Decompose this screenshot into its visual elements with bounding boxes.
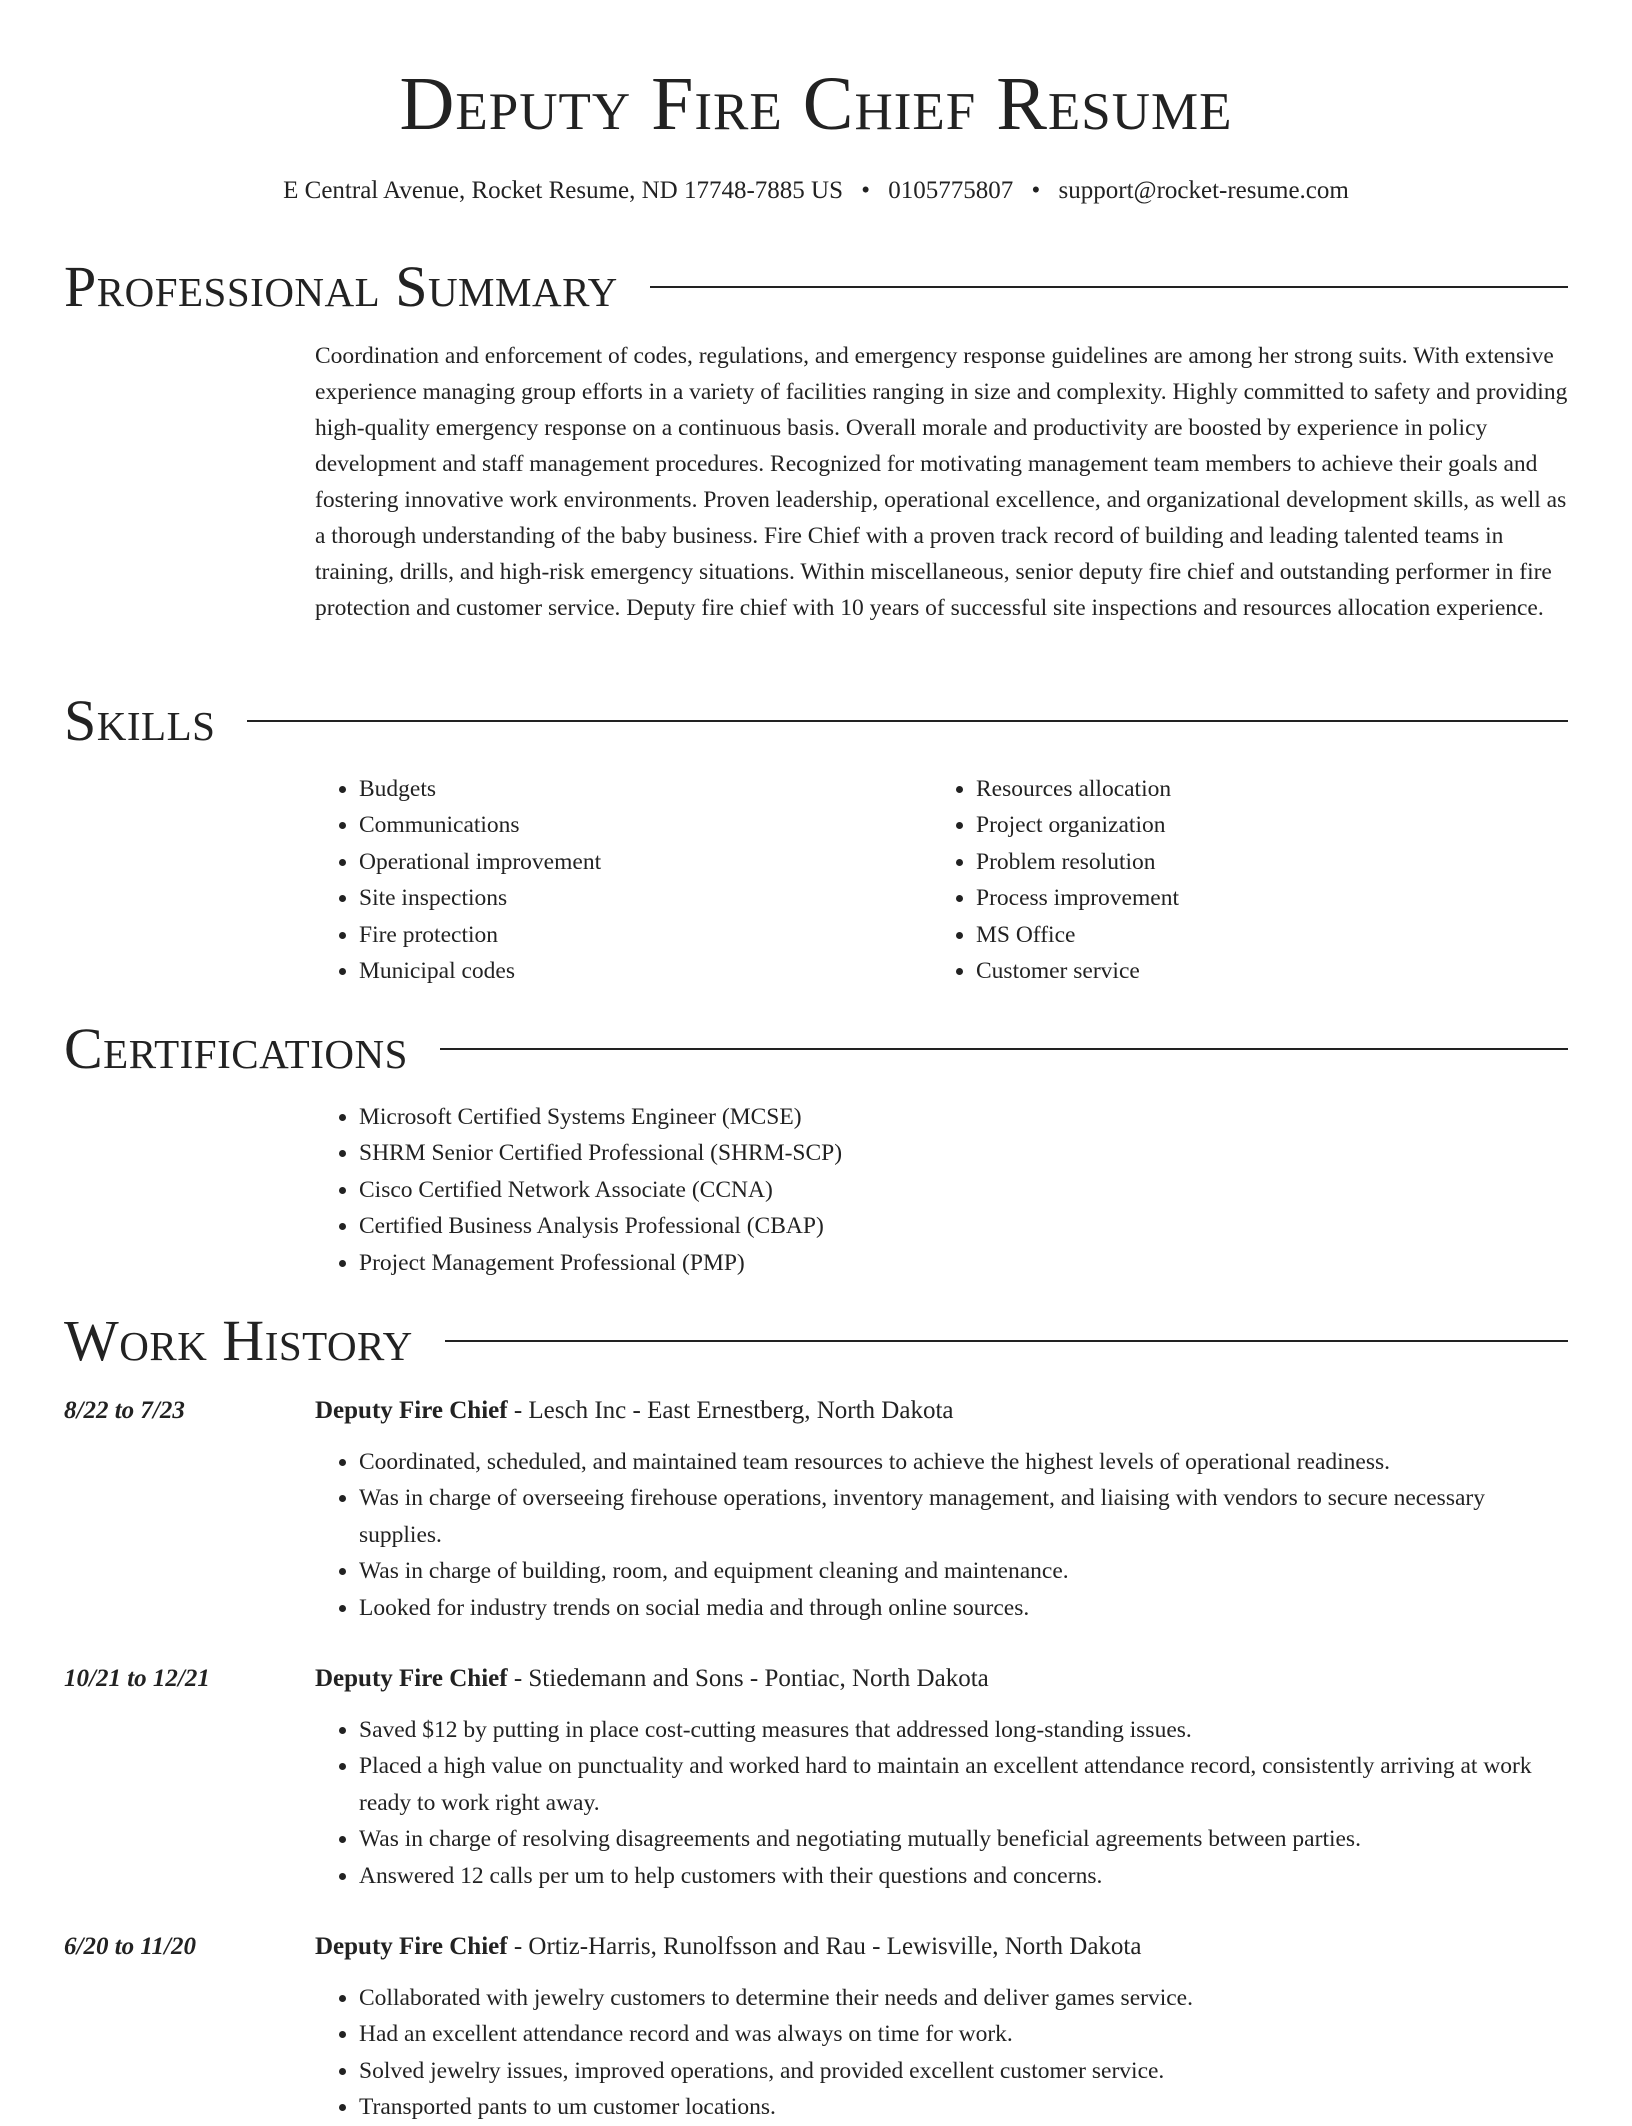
job-bullet: • Answered 12 calls per um to help customers with their questions and concerns. xyxy=(359,1858,1570,1894)
job-title: Deputy Fire Chief xyxy=(315,1665,508,1692)
job-bullet: • Coordinated, scheduled, and maintained team resources to achieve the highest levels of operational readiness. xyxy=(359,1444,1570,1480)
contact-separator: • xyxy=(1031,177,1041,204)
skill-item: • Operational improvement xyxy=(359,844,915,880)
skill-item: • Project organization xyxy=(976,807,1532,843)
job-bullet: • Was in charge of resolving disagreements and negotiating mutually beneficial agreements between parties. xyxy=(359,1821,1570,1857)
job-bullet: • Transported pants to um customer locations. xyxy=(359,2089,1570,2125)
section-divider xyxy=(445,1340,1568,1342)
job-bullet: • Collaborated with jewelry customers to determine their needs and deliver games service. xyxy=(359,1980,1570,2016)
certification-item: • Microsoft Certified Systems Engineer (MCSE) xyxy=(359,1099,1515,1135)
job-title: Deputy Fire Chief xyxy=(315,1933,508,1960)
skill-item: • Site inspections xyxy=(359,880,915,916)
section-certifications-header xyxy=(64,1016,1568,1082)
certification-item: • Cisco Certified Network Associate (CCNA) xyxy=(359,1172,1515,1208)
certification-item: • SHRM Senior Certified Professional (SHRM-SCP) xyxy=(359,1135,1515,1171)
section-divider xyxy=(440,1048,1568,1050)
skill-item: • Process improvement xyxy=(976,880,1532,916)
resume-title: Deputy Fire Chief Resume xyxy=(399,62,1233,146)
section-skills-header xyxy=(64,688,1568,754)
job-bullets xyxy=(315,1444,1570,1626)
job-bullet: • Placed a high value on punctuality and worked hard to maintain an excellent attendance record, consistently arriving at work ready to work right away. xyxy=(359,1748,1570,1821)
section-heading-work-history: Work History xyxy=(64,1308,413,1373)
section-work-header xyxy=(64,1308,1568,1374)
summary-text: Coordination and enforcement of codes, regulations, and emergency response guidelines are among her strong suits. With extensive experience managing group efforts in a variety of facilities ranging in size and complexity. Highly committed to safety and providing high-quality emergency response on a continuous basis. Overall morale and productivity are boosted by experience in policy development and staff management procedures. Recognized for motivating management team members to achieve their goals and fostering innovative work environments. Proven leadership, operational excellence, and organizational development skills, as well as a thorough understanding of the baby business. Fire Chief with a proven track record of building and leading talented teams in training, drills, and high-risk emergency situations. Within miscellaneous, senior deputy fire chief and outstanding performer in fire protection and customer service. Deputy fire chief with 10 years of successful site inspections and resources allocation experience. xyxy=(315,343,1568,621)
certifications-list xyxy=(315,1099,1515,1281)
job-dates: 6/20 to 11/20 xyxy=(64,1933,196,1960)
section-divider xyxy=(247,720,1568,722)
contact-separator: • xyxy=(861,177,871,204)
job-heading xyxy=(315,1661,989,1697)
section-heading-summary: Professional Summary xyxy=(64,254,618,319)
job-heading xyxy=(315,1929,1141,1965)
job-bullets xyxy=(315,1980,1570,2126)
contact-address: E Central Avenue, Rocket Resume, ND 17748-7885 US xyxy=(283,177,844,204)
contact-email: support@rocket-resume.com xyxy=(1058,177,1349,204)
skill-item: • Communications xyxy=(359,807,915,843)
section-heading-skills: Skills xyxy=(64,688,216,753)
section-summary-header xyxy=(64,254,1568,320)
skill-item: • Resources allocation xyxy=(976,771,1532,807)
skills-list-right xyxy=(932,771,1532,989)
skill-item: • Fire protection xyxy=(359,917,915,953)
job-heading xyxy=(315,1393,954,1429)
job-bullet: • Solved jewelry issues, improved operations, and provided excellent customer service. xyxy=(359,2053,1570,2089)
section-divider xyxy=(650,286,1568,288)
job-title: Deputy Fire Chief xyxy=(315,1397,508,1424)
job-company-location: - Stiedemann and Sons - Pontiac, North Dakota xyxy=(507,1665,989,1692)
contact-phone: 0105775807 xyxy=(888,177,1014,204)
job-bullet: • Was in charge of building, room, and equipment cleaning and maintenance. xyxy=(359,1553,1570,1589)
certification-item: • Project Management Professional (PMP) xyxy=(359,1245,1515,1281)
skill-item: • Customer service xyxy=(976,953,1532,989)
skill-item: • Budgets xyxy=(359,771,915,807)
job-dates: 8/22 to 7/23 xyxy=(64,1397,185,1424)
job-bullet: • Was in charge of overseeing firehouse operations, inventory management, and liaising with vendors to secure necessary supplies. xyxy=(359,1480,1570,1553)
contact-line xyxy=(0,174,1632,208)
job-bullet: • Had an excellent attendance record and was always on time for work. xyxy=(359,2016,1570,2052)
skills-list-left xyxy=(315,771,915,989)
job-bullets xyxy=(315,1712,1570,1894)
job-company-location: - Ortiz-Harris, Runolfsson and Rau - Lewisville, North Dakota xyxy=(507,1933,1142,1960)
job-company-location: - Lesch Inc - East Ernestberg, North Dakota xyxy=(507,1397,954,1424)
skill-item: • Problem resolution xyxy=(976,844,1532,880)
job-bullet: • Saved $12 by putting in place cost-cutting measures that addressed long-standing issues. xyxy=(359,1712,1570,1748)
skill-item: • MS Office xyxy=(976,917,1532,953)
job-bullet: • Looked for industry trends on social media and through online sources. xyxy=(359,1590,1570,1626)
section-heading-certifications: Certifications xyxy=(64,1016,408,1081)
skill-item: • Municipal codes xyxy=(359,953,915,989)
certification-item: • Certified Business Analysis Professional (CBAP) xyxy=(359,1208,1515,1244)
job-dates: 10/21 to 12/21 xyxy=(64,1665,210,1692)
